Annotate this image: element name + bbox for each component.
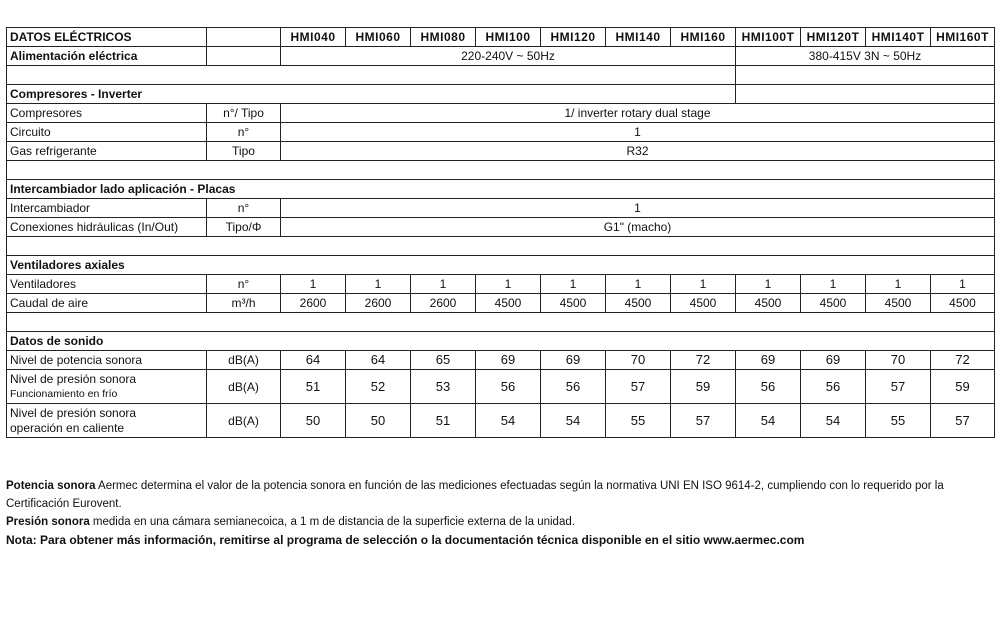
model-header: HMI120 (541, 28, 606, 47)
model-header: HMI140 (606, 28, 671, 47)
table-cell: 55 (866, 404, 931, 438)
table-row (7, 218, 995, 237)
row-value: 1/ inverter rotary dual stage (281, 104, 995, 123)
note-term: Potencia sonora (6, 480, 96, 492)
table-cell: 1 (281, 275, 346, 294)
row-label: Ventiladores (7, 275, 207, 294)
table-cell: 52 (346, 370, 411, 404)
table-title: DATOS ELÉCTRICOS (7, 28, 207, 47)
spacer-row (7, 66, 995, 85)
spacer-row (7, 161, 995, 180)
section-exchanger (7, 180, 995, 199)
table-cell: 54 (801, 404, 866, 438)
table-cell: 72 (671, 351, 736, 370)
table-cell: 55 (606, 404, 671, 438)
spacer-row (7, 237, 995, 256)
note-term: Presión sonora (6, 516, 90, 528)
section-title: Intercambiador lado aplicación - Placas (7, 180, 995, 199)
header-row (7, 28, 995, 47)
row-unit: n° (207, 275, 281, 294)
table-cell: 2600 (411, 294, 476, 313)
row-unit: dB(A) (207, 351, 281, 370)
model-header: HMI160T (931, 28, 995, 47)
table-cell: 1 (411, 275, 476, 294)
model-header: HMI140T (866, 28, 931, 47)
power-supply-row (7, 47, 995, 66)
table-cell: 50 (346, 404, 411, 438)
table-cell: 57 (866, 370, 931, 404)
table-cell: 56 (736, 370, 801, 404)
section-fans (7, 256, 995, 275)
section-title: Datos de sonido (7, 332, 995, 351)
row-value: 1 (281, 123, 995, 142)
single-phase-value: 220-240V ~ 50Hz (281, 47, 736, 66)
section-compressors (7, 85, 995, 104)
row-label: Alimentación eléctrica (7, 47, 207, 66)
table-cell: 59 (931, 370, 995, 404)
table-row (7, 404, 995, 438)
model-header: HMI100T (736, 28, 801, 47)
table-cell: 64 (281, 351, 346, 370)
note-more-info: Nota: Para obtener más información, remitirse al programa de selección o la documentación técnica disponible en el sitio www.aermec.com (6, 533, 805, 547)
table-cell: 1 (671, 275, 736, 294)
table-cell: 1 (476, 275, 541, 294)
note-sound-pressure (6, 513, 996, 531)
row-label: Caudal de aire (7, 294, 207, 313)
model-header: HMI120T (801, 28, 866, 47)
table-cell: 1 (346, 275, 411, 294)
table-cell: 4500 (801, 294, 866, 313)
footnotes (6, 477, 996, 549)
spacer-row (7, 313, 995, 332)
row-value: G1" (macho) (281, 218, 995, 237)
table-cell: 72 (931, 351, 995, 370)
row-unit: n° (207, 123, 281, 142)
row-label: Gas refrigerante (7, 142, 207, 161)
table-cell: 4500 (541, 294, 606, 313)
table-row (7, 351, 995, 370)
row-value: 1 (281, 199, 995, 218)
table-cell: 69 (736, 351, 801, 370)
row-value: R32 (281, 142, 995, 161)
table-row (7, 370, 995, 404)
row-unit: Tipo/Φ (207, 218, 281, 237)
table-cell: 4500 (736, 294, 801, 313)
row-label-line2: operación en caliente (10, 421, 125, 435)
table-cell: 50 (281, 404, 346, 438)
table-cell: 1 (736, 275, 801, 294)
row-label: Nivel de potencia sonora (7, 351, 207, 370)
table-cell: 1 (931, 275, 995, 294)
table-cell: 69 (476, 351, 541, 370)
table-cell: 57 (671, 404, 736, 438)
table-cell: 69 (801, 351, 866, 370)
table-row (7, 123, 995, 142)
row-unit: n°/ Tipo (207, 104, 281, 123)
row-label (7, 404, 207, 438)
note-sound-power (6, 477, 996, 513)
table-cell: 53 (411, 370, 476, 404)
model-header: HMI080 (411, 28, 476, 47)
table-cell: 1 (866, 275, 931, 294)
row-label-line2: Funcionamiento en frío (10, 388, 118, 400)
table-row (7, 142, 995, 161)
table-cell: 54 (736, 404, 801, 438)
table-cell: 57 (606, 370, 671, 404)
section-title: Ventiladores axiales (7, 256, 995, 275)
model-header: HMI060 (346, 28, 411, 47)
row-label: Circuito (7, 123, 207, 142)
table-cell: 69 (541, 351, 606, 370)
electrical-data-table (6, 27, 995, 438)
note-text: Aermec determina el valor de la potencia sonora en función de las mediciones efectuadas según la normativa UNI EN ISO 9614-2, cumpliendo con lo requerido por la Certificación Eurovent. (6, 480, 944, 510)
table-row (7, 104, 995, 123)
table-cell: 54 (541, 404, 606, 438)
table-cell: 1 (606, 275, 671, 294)
row-label: Conexiones hidráulicas (In/Out) (7, 218, 207, 237)
section-sound (7, 332, 995, 351)
table-row (7, 275, 995, 294)
row-unit: m³/h (207, 294, 281, 313)
table-cell: 59 (671, 370, 736, 404)
table-cell: 70 (866, 351, 931, 370)
table-cell: 4500 (476, 294, 541, 313)
table-cell: 4500 (671, 294, 736, 313)
table-cell: 56 (476, 370, 541, 404)
table-cell: 1 (541, 275, 606, 294)
table-cell: 51 (281, 370, 346, 404)
table-cell: 54 (476, 404, 541, 438)
table-cell: 4500 (606, 294, 671, 313)
model-header: HMI100 (476, 28, 541, 47)
row-unit: n° (207, 199, 281, 218)
table-cell: 4500 (931, 294, 995, 313)
row-label-line1: Nivel de presión sonora (10, 406, 137, 420)
note-text: medida en una cámara semianecoica, a 1 m de distancia de la superficie externa de la unidad. (89, 516, 575, 528)
table-row (7, 199, 995, 218)
row-label: Compresores (7, 104, 207, 123)
table-cell: 57 (931, 404, 995, 438)
table-row (7, 294, 995, 313)
table-cell: 51 (411, 404, 476, 438)
table-cell: 4500 (866, 294, 931, 313)
table-cell: 2600 (346, 294, 411, 313)
table-cell: 56 (541, 370, 606, 404)
row-unit: dB(A) (207, 404, 281, 438)
table-cell: 56 (801, 370, 866, 404)
row-label-line1: Nivel de presión sonora (10, 372, 137, 386)
table-cell: 1 (801, 275, 866, 294)
row-label (7, 370, 207, 404)
table-cell: 64 (346, 351, 411, 370)
table-cell: 2600 (281, 294, 346, 313)
row-unit: dB(A) (207, 370, 281, 404)
model-header: HMI160 (671, 28, 736, 47)
three-phase-value: 380-415V 3N ~ 50Hz (736, 47, 995, 66)
row-label: Intercambiador (7, 199, 207, 218)
row-unit: Tipo (207, 142, 281, 161)
table-cell: 65 (411, 351, 476, 370)
section-title: Compresores - Inverter (7, 85, 736, 104)
table-cell: 70 (606, 351, 671, 370)
model-header: HMI040 (281, 28, 346, 47)
